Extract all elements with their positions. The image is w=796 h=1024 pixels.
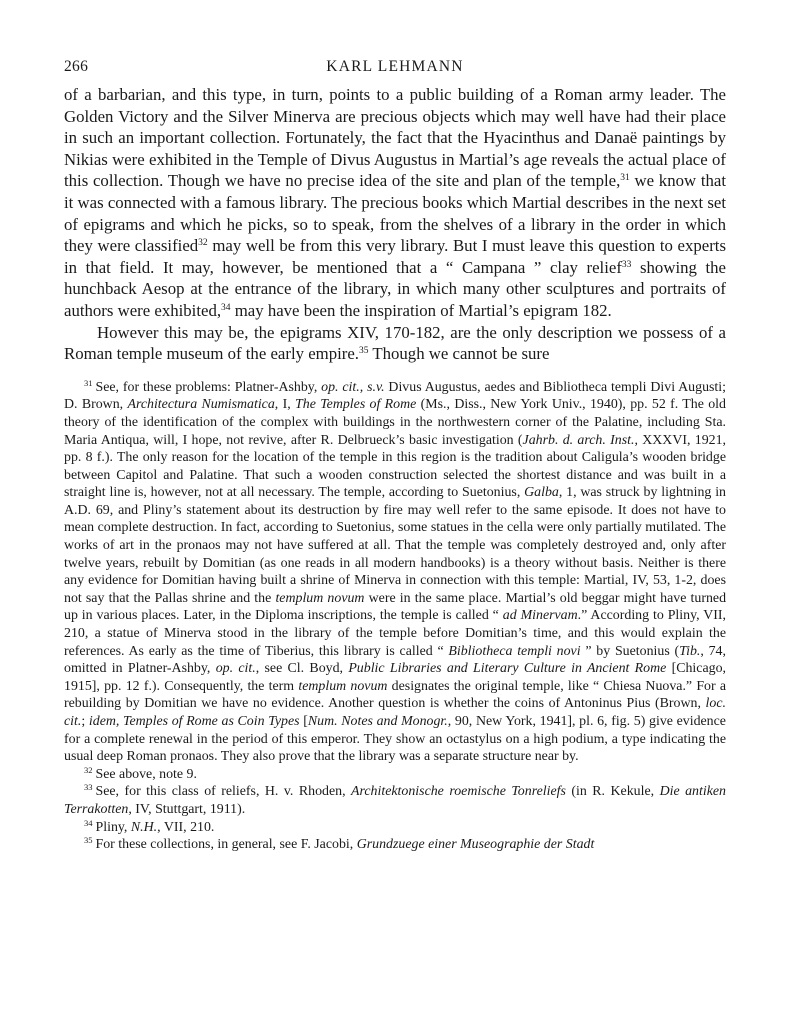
text-run: For these collections, in general, see F. Jacobi, (95, 837, 357, 853)
footnote-number: 32 (84, 764, 93, 775)
text-run: (in R. Kekule, (565, 784, 660, 800)
text-run: ” by Suetonius ( (580, 643, 680, 659)
footnote-ref-35[interactable]: 35 (358, 346, 369, 357)
footnote-ref-33[interactable]: 33 (621, 259, 632, 270)
footnote-ref-34[interactable]: 34 (221, 302, 231, 313)
text-run: (Ms., Diss., New York Univ., 1940), pp. 52 f. The old theory of the identification of the complex with buildings in the northwestern corner of the Palatine, including Sta. Maria Antiqua, will, I hope, not revive, after R. Delbrueck’s basic investigation ( (64, 397, 726, 448)
body-text (64, 84, 726, 365)
text-run: , XXXVI, 1921, pp. 8 f.). The only reason for the location of the temple in this region is the tradition about Caligula’s wooden bridge between Capitol and Palatine. That such a wooden construction selected the shortest distance and was built in a straight line is, however, not at all necessary. The temple, according to Suetonius, (64, 432, 726, 501)
paragraph-1 (64, 84, 726, 322)
italic-run: Tib. (679, 643, 701, 659)
text-run: , 1, was struck by lightning in A.D. 69, and Pliny’s statement about its destruction by fire may well refer to the same episode. It does not have to mean complete destruction. In fact, according to Suetonius, some statues in the cella were only partially mutilated. The works of art in the pronaos may not have suffered at all. That the temple was completely destroyed and, only after twelve years, rebuilt by Domitian (as one reads in all modern handbooks) is a theory without basis. Neither is there any evidence for Domitian having built a shrine of Minerva in connection with this temple: Martial, IV, 53, 1-2, does not say that the Pallas shrine and the (64, 485, 726, 606)
footnotes (64, 379, 726, 854)
italic-run: Jahrb. d. arch. Inst. (522, 432, 635, 448)
text-run: of a barbarian, and this type, in turn, points to a public building of a Roman army leader. The Golden Victory and the Silver Minerva are precious objects which may well have had their place in such an important collection. Fortunately, the fact that the Hyacinthus and Danaë paintings by Nikias were exhibited in the Temple of Divus Augustus in Martial’s age reveals the actual place of this collection. Though we have no precise idea of the site and plan of the temple, (64, 85, 726, 191)
text-run: , 74, omitted in Platner-Ashby, (64, 643, 726, 677)
text-run: However this may be, the epigrams XIV, 170-182, are the only description we possess of a Roman temple museum of the early empire. (64, 322, 726, 364)
italic-run: Galba (524, 485, 559, 501)
text-run: Divus Augustus, aedes and Bibliotheca templi Divi Augusti; D. Brown, (64, 379, 727, 413)
text-run: , see Cl. Boyd, (255, 661, 349, 677)
italic-run: Architektonische roemische Tonreliefs (351, 784, 566, 800)
footnote-ref-32[interactable]: 32 (198, 238, 208, 249)
text-run: showing the hunchback Aesop at the entrance of the library, in which many other sculptures and portraits of authors were exhibited, (64, 257, 726, 320)
running-head-author: KARL LEHMANN (326, 58, 464, 75)
text-run: See, for these problems: Platner-Ashby, (95, 379, 322, 395)
page-number: 266 (64, 58, 89, 75)
italic-run: Num. Notes and Monogr. (307, 714, 448, 729)
text-run: we know that it was connected with a famous library. The precious books which Martial describes in the next set of epigrams and which he picks, so to speak, from the shelves of a library in the order in which they were classified (64, 171, 726, 256)
italic-run: op. cit. (215, 661, 256, 677)
text-run: [Chicago, 1915], pp. 12 f.). Consequently, the term (64, 661, 726, 694)
italic-run: Public Libraries and Literary Culture in Ancient Rome (348, 661, 667, 677)
text-run: may well be from this very library. But I must leave this question to experts in that field. It may, however, be mentioned that a “ Campana ” clay relief (64, 236, 726, 277)
italic-run: Die antiken Terrakotten (64, 784, 726, 817)
footnote-number: 34 (84, 817, 93, 828)
text-run: designates the original temple, like “ Chiesa Nuova.” For a rebuilding by Domitian we have no evidence. Another question is whether the coins of Antoninus Pius (Brown, (64, 678, 727, 712)
italic-run: The Temples of Rome (295, 397, 417, 413)
footnote-number: 35 (84, 835, 93, 846)
paragraph-2 (64, 322, 726, 365)
text-run: may have been the inspiration of Martial’s epigram 182. (230, 300, 612, 320)
footnote-33 (64, 783, 726, 818)
italic-run: Architectura Numismatica (127, 397, 275, 413)
footnote-ref-31[interactable]: 31 (620, 173, 630, 184)
footnote-31 (64, 379, 726, 766)
italic-run: idem, Temples of Rome as Coin Types (88, 714, 300, 729)
text-run: Pliny, (95, 819, 131, 835)
page (64, 58, 726, 854)
text-run: See, for this class of reliefs, H. v. Rhoden, (95, 784, 352, 800)
footnote-32 (64, 766, 726, 784)
text-run: , 90, New York, 1941], pl. 6, fig. 5) give evidence for a complete renewal in the period of this emperor. They show an octastylus on a high podium, a type indicating the usual deep Roman pronaos. They also prove that the library was a separate structure near by. (64, 714, 726, 765)
text-run: Though we cannot be sure (368, 344, 550, 364)
footnote-34 (64, 819, 726, 837)
text-run: were in the same place. Martial’s old beggar might have turned up in various places. Later, in the Diploma inscriptions, the temple is called “ (64, 590, 727, 624)
text-run: See above, note 9. (95, 766, 197, 782)
italic-run: Bibliotheca templi novi (448, 643, 581, 659)
italic-run: N.H. (130, 819, 158, 835)
italic-run: Grundzuege einer Museographie der Stadt (356, 837, 595, 853)
running-head (64, 58, 726, 84)
text-run: , I, (274, 397, 296, 413)
text-run: , IV, Stuttgart, 1911). (128, 801, 246, 817)
italic-run: templum novum (298, 678, 388, 694)
footnote-number: 33 (84, 782, 93, 793)
footnote-35 (64, 836, 726, 854)
text-run: ; (81, 714, 89, 729)
text-run: .” According to Pliny, VII, 210, a statue of Minerva stood in the library of the temple before Domitian’s time, and this would explain the references. As early as the time of Tiberius, this library is called “ (64, 608, 727, 659)
italic-run: loc. cit. (64, 696, 726, 729)
text-run: , VII, 210. (157, 819, 215, 835)
italic-run: ad Minervam (502, 608, 578, 624)
italic-run: templum novum (275, 590, 365, 606)
text-run: [ (299, 714, 308, 729)
footnote-number: 31 (84, 377, 93, 388)
italic-run: op. cit., s.v. (321, 379, 385, 395)
